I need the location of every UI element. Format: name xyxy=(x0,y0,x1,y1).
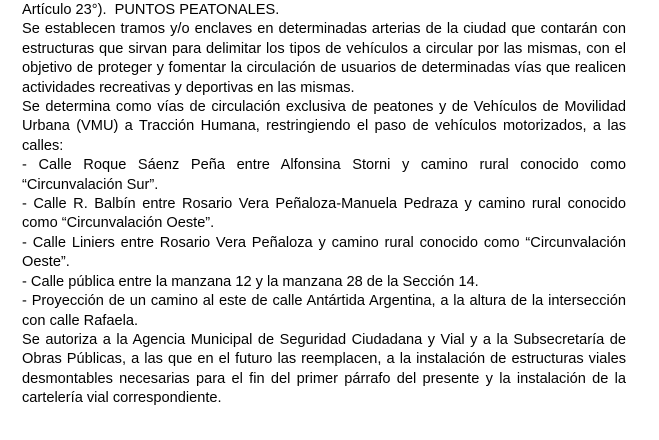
closing-paragraph: Se autoriza a la Agencia Municipal de Seguridad Ciudadana y Vial y a la Subsecretaría de Obras Públicas, a las que en el futuro las reemplacen, a la instalación de estructuras viales desmontables necesarias para el fin del primer párrafo del presente y la instalación de la cartelería vial correspondiente. xyxy=(22,331,626,407)
street-item: - Calle Roque Sáenz Peña entre Alfonsina Storni y camino rural conocido como “Circunvalación Sur”. xyxy=(22,157,626,193)
street-item: - Calle Liniers entre Rosario Vera Peñaloza y camino rural conocido como “Circunvalación Oeste”. xyxy=(22,234,626,271)
document-body xyxy=(22,1,626,409)
street-item: - Proyección de un camino al este de calle Antártida Argentina, a la altura de la intersección con calle Rafaela. xyxy=(22,293,626,329)
article-heading: Artículo 23°). PUNTOS PEATONALES. xyxy=(22,2,280,18)
street-item: - Calle R. Balbín entre Rosario Vera Peñaloza-Manuela Pedraza y camino rural conocido como “Circunvalación Oeste”. xyxy=(22,196,626,232)
street-item: - Calle pública entre la manzana 12 y la manzana 28 de la Sección 14. xyxy=(22,273,479,290)
intro-paragraph: Se establecen tramos y/o enclaves en determinadas arterias de la ciudad que contarán con estructuras que sirvan para delimitar los tipos de vehículos a circular por las mismas, con el objetivo de proteger y fomentar la circulación de usuarios de determinadas vías que realicen actividades recreativas y deportivas en las mismas. xyxy=(22,21,626,96)
exclusive-roads-paragraph: Se determina como vías de circulación exclusiva de peatones y de Vehículos de Movilidad Urbana (VMU) a Tracción Humana, restringiendo el paso de vehículos motorizados, a las calles: xyxy=(22,99,626,154)
